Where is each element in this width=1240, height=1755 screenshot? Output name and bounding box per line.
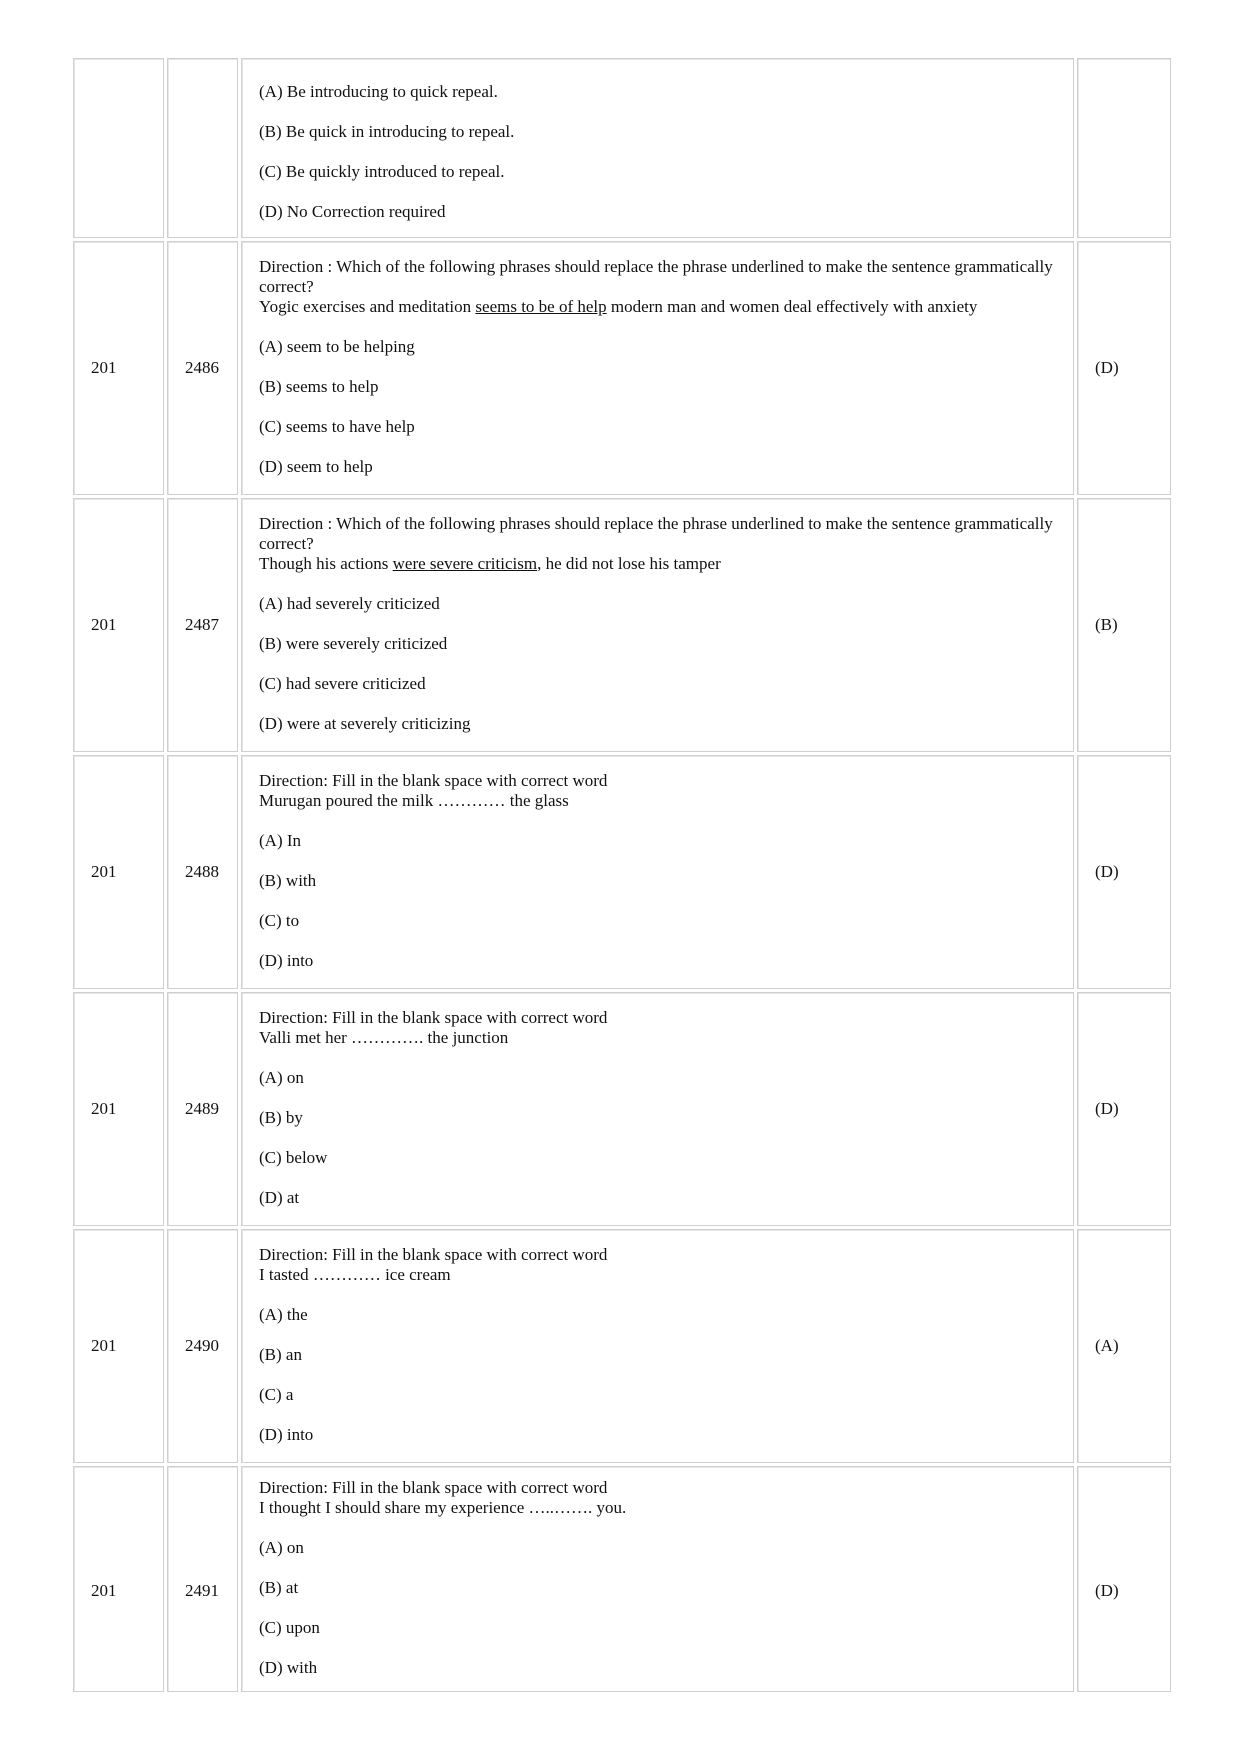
question-number-cell: 2489	[167, 992, 238, 1226]
question-number-cell: 2487	[167, 498, 238, 752]
table-row	[73, 1229, 1171, 1463]
question-cell	[241, 992, 1074, 1226]
question-table	[70, 55, 1174, 1695]
sentence-text: Murugan poured the milk ………… the glass	[259, 791, 569, 810]
option: (B) by	[259, 1108, 303, 1127]
subject-cell: 201	[73, 1229, 164, 1463]
answer-cell: (B)	[1077, 498, 1171, 752]
option: (B) were severely criticized	[259, 634, 448, 653]
underlined-phrase: seems to be of help	[475, 297, 607, 316]
subject-cell: 201	[73, 755, 164, 989]
question-cell	[241, 755, 1074, 989]
option: (D) seem to help	[259, 457, 373, 476]
option: (C) a	[259, 1385, 294, 1404]
subject-cell	[73, 58, 164, 238]
direction-label: Direction: Fill in the blank space with correct word	[259, 1478, 608, 1497]
underlined-phrase: were severe criticism	[392, 554, 538, 573]
option: (C) upon	[259, 1618, 320, 1637]
option: (C) had severe criticized	[259, 674, 426, 693]
table-row	[73, 1466, 1171, 1692]
direction-label: Direction : Which of the following phrases should replace the phrase underlined to make the sentence grammatically correct?	[259, 257, 1053, 296]
question-cell	[241, 241, 1074, 495]
option: (A) seem to be helping	[259, 337, 415, 356]
sentence-text: I thought I should share my experience …..……. you.	[259, 1498, 627, 1517]
option: (A) on	[259, 1068, 304, 1087]
option: (D) were at severely criticizing	[259, 714, 471, 733]
direction-text	[259, 1478, 1063, 1518]
question-number-cell: 2490	[167, 1229, 238, 1463]
direction-text	[259, 514, 1063, 574]
sentence-text: Valli met her …………. the junction	[259, 1028, 509, 1047]
answer-cell: (D)	[1077, 992, 1171, 1226]
option: (A) the	[259, 1305, 308, 1324]
option: (D) at	[259, 1188, 300, 1207]
sentence-text-end: , he did not lose his tamper	[537, 554, 721, 573]
question-number-cell	[167, 58, 238, 238]
direction-label: Direction: Fill in the blank space with correct word	[259, 771, 608, 790]
sentence-text: Yogic exercises and meditation	[259, 297, 476, 316]
table-row	[73, 241, 1171, 495]
direction-label: Direction: Fill in the blank space with correct word	[259, 1245, 608, 1264]
option: (D) No Correction required	[259, 201, 446, 221]
table-row	[73, 498, 1171, 752]
question-number-cell: 2488	[167, 755, 238, 989]
option: (A) Be introducing to quick repeal.	[259, 81, 498, 101]
question-sheet	[73, 58, 1171, 1695]
option: (B) an	[259, 1345, 302, 1364]
option: (C) below	[259, 1148, 328, 1167]
direction-text	[259, 1245, 1063, 1285]
option: (C) seems to have help	[259, 417, 415, 436]
direction-label: Direction: Fill in the blank space with correct word	[259, 1008, 608, 1027]
question-cell	[241, 1466, 1074, 1692]
option: (B) Be quick in introducing to repeal.	[259, 121, 515, 141]
answer-cell: (A)	[1077, 1229, 1171, 1463]
sentence-text: Though his actions	[259, 554, 393, 573]
question-number-cell: 2491	[167, 1466, 238, 1692]
direction-text	[259, 1008, 1063, 1048]
question-number-cell: 2486	[167, 241, 238, 495]
subject-cell: 201	[73, 1466, 164, 1692]
direction-text	[259, 771, 1063, 811]
answer-cell: (D)	[1077, 241, 1171, 495]
question-cell	[241, 498, 1074, 752]
answer-cell: (D)	[1077, 755, 1171, 989]
option: (D) into	[259, 951, 314, 970]
option: (C) Be quickly introduced to repeal.	[259, 161, 505, 181]
option: (B) with	[259, 871, 317, 890]
answer-cell	[1077, 58, 1171, 238]
table-row	[73, 755, 1171, 989]
subject-cell: 201	[73, 241, 164, 495]
table-row-continued	[73, 58, 1171, 238]
option: (B) seems to help	[259, 377, 379, 396]
option: (D) with	[259, 1658, 318, 1677]
question-cell	[241, 1229, 1074, 1463]
direction-label: Direction : Which of the following phrases should replace the phrase underlined to make the sentence grammatically correct?	[259, 514, 1053, 553]
option: (C) to	[259, 911, 300, 930]
direction-text	[259, 257, 1063, 317]
option: (D) into	[259, 1425, 314, 1444]
subject-cell: 201	[73, 992, 164, 1226]
question-cell	[241, 58, 1074, 238]
option: (A) In	[259, 831, 302, 850]
option: (A) on	[259, 1538, 304, 1557]
option: (B) at	[259, 1578, 299, 1597]
option: (A) had severely criticized	[259, 594, 440, 613]
sentence-text: I tasted ………… ice cream	[259, 1265, 451, 1284]
sentence-text-end: modern man and women deal effectively with anxiety	[606, 297, 978, 316]
answer-cell: (D)	[1077, 1466, 1171, 1692]
table-row	[73, 992, 1171, 1226]
subject-cell: 201	[73, 498, 164, 752]
